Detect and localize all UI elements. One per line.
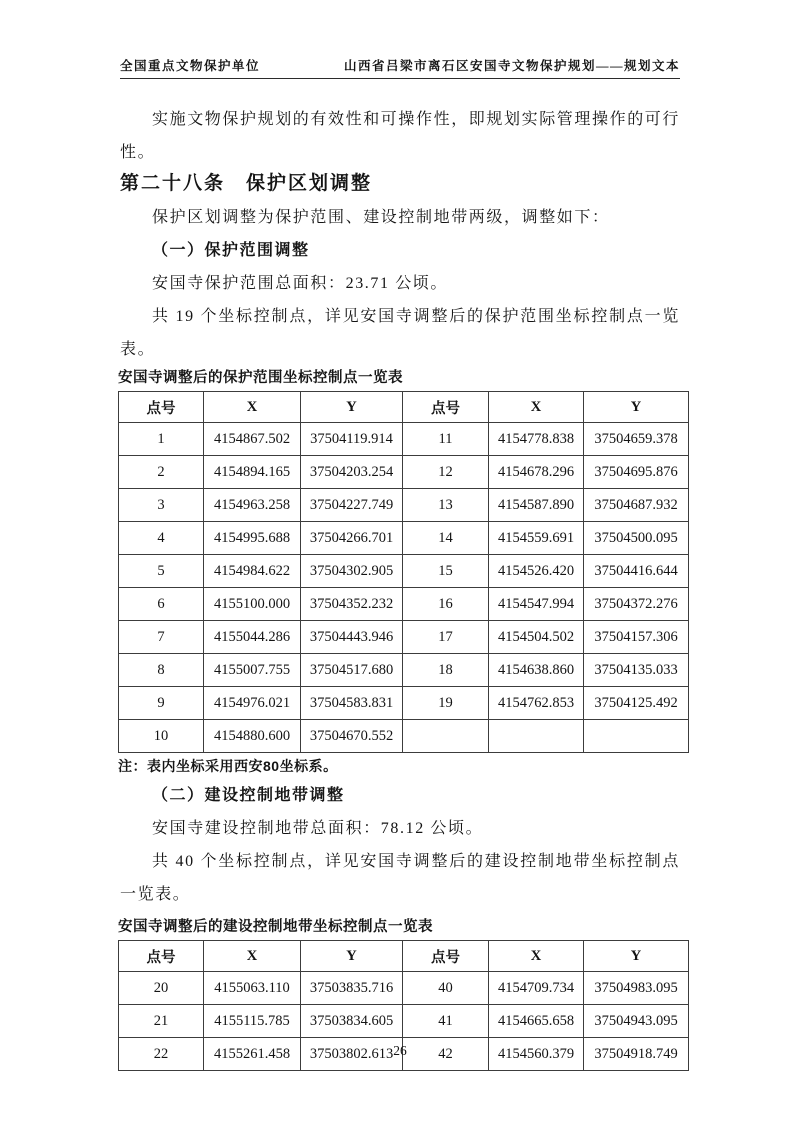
column-header-point-no: 点号 [119, 941, 204, 972]
section-1-area-paragraph: 安国寺保护范围总面积：23.71 公顷。 [152, 275, 449, 292]
table-cell: 4154559.691 [489, 522, 584, 555]
table-cell: 37504583.831 [301, 687, 403, 720]
table-header-row [119, 941, 689, 972]
table-cell: 37504943.095 [584, 1005, 689, 1038]
table-cell: 15 [403, 555, 489, 588]
subsection-2-heading: （二）建设控制地带调整 [152, 787, 345, 804]
table-cell: 4155100.000 [204, 588, 301, 621]
table-cell: 10 [119, 720, 204, 753]
table-cell: 18 [403, 654, 489, 687]
table-cell: 37504416.644 [584, 555, 689, 588]
table-header-row [119, 392, 689, 423]
table-row [119, 720, 689, 753]
column-header-y: Y [301, 392, 403, 423]
table-cell: 37504302.905 [301, 555, 403, 588]
table-cell: 3 [119, 489, 204, 522]
table-cell: 4 [119, 522, 204, 555]
table-row [119, 423, 689, 456]
table-cell: 4154547.994 [489, 588, 584, 621]
table-row [119, 522, 689, 555]
table-cell: 37504266.701 [301, 522, 403, 555]
table-cell: 41 [403, 1005, 489, 1038]
table-cell: 6 [119, 588, 204, 621]
table-row [119, 1005, 689, 1038]
table-cell: 42 [403, 1038, 489, 1071]
table-cell: 37504500.095 [584, 522, 689, 555]
table-cell: 4155063.110 [204, 972, 301, 1005]
column-header-y: Y [584, 392, 689, 423]
article-intro-paragraph: 保护区划调整为保护范围、建设控制地带两级，调整如下： [152, 209, 610, 226]
table-cell: 37504983.095 [584, 972, 689, 1005]
table-cell: 4154678.296 [489, 456, 584, 489]
table-cell: 12 [403, 456, 489, 489]
table-cell: 4154995.688 [204, 522, 301, 555]
table-cell: 17 [403, 621, 489, 654]
table-cell: 4154762.853 [489, 687, 584, 720]
column-header-x: X [489, 941, 584, 972]
column-header-point-no: 点号 [119, 392, 204, 423]
table-cell: 37504125.492 [584, 687, 689, 720]
table-row [119, 654, 689, 687]
table-cell: 4154963.258 [204, 489, 301, 522]
table-cell: 7 [119, 621, 204, 654]
column-header-x: X [489, 392, 584, 423]
table-cell: 1 [119, 423, 204, 456]
section-2-area-paragraph: 安国寺建设控制地带总面积：78.12 公顷。 [152, 820, 484, 837]
table-cell: 4154638.860 [489, 654, 584, 687]
header-left-text: 全国重点文物保护单位 [120, 59, 261, 73]
table-cell: 4155115.785 [204, 1005, 301, 1038]
article-heading: 第二十八条 保护区划调整 [120, 173, 373, 194]
table-cell: 4154560.379 [489, 1038, 584, 1071]
table-cell: 37504443.946 [301, 621, 403, 654]
table-cell: 20 [119, 972, 204, 1005]
table-cell: 37503802.613 [301, 1038, 403, 1071]
table-cell [489, 720, 584, 753]
table-cell: 37504203.254 [301, 456, 403, 489]
column-header-y: Y [301, 941, 403, 972]
table-cell: 37504352.232 [301, 588, 403, 621]
table-cell: 37504227.749 [301, 489, 403, 522]
table-cell: 4154587.890 [489, 489, 584, 522]
table-cell: 4154894.165 [204, 456, 301, 489]
page-footer [0, 1043, 800, 1059]
page-number: 26 [393, 1043, 407, 1058]
table-cell: 37504135.033 [584, 654, 689, 687]
table-cell: 37504157.306 [584, 621, 689, 654]
intro-paragraph: 实施文物保护规划的有效性和可操作性，即规划实际管理操作的可行性。 [120, 111, 681, 161]
table-cell: 37504918.749 [584, 1038, 689, 1071]
table-cell: 22 [119, 1038, 204, 1071]
table-cell: 4154709.734 [489, 972, 584, 1005]
table-row [119, 687, 689, 720]
table-cell [584, 720, 689, 753]
table-row [119, 555, 689, 588]
table-row [119, 972, 689, 1005]
section-2-points-paragraph: 共 40 个坐标控制点，详见安国寺调整后的建设控制地带坐标控制点一览表。 [120, 853, 680, 903]
protection-range-table-title: 安国寺调整后的保护范围坐标控制点一览表 [118, 370, 403, 386]
table-cell: 4154867.502 [204, 423, 301, 456]
protection-range-table [118, 391, 689, 753]
table-cell: 37504687.932 [584, 489, 689, 522]
table-cell: 37504119.914 [301, 423, 403, 456]
construction-control-table-title: 安国寺调整后的建设控制地带坐标控制点一览表 [118, 919, 433, 935]
coordinate-system-note: 注：表内坐标采用西安80坐标系。 [118, 758, 338, 774]
table-row [119, 489, 689, 522]
table-cell: 4155044.286 [204, 621, 301, 654]
table-cell: 19 [403, 687, 489, 720]
table-cell: 2 [119, 456, 204, 489]
column-header-point-no: 点号 [403, 941, 489, 972]
table-cell: 14 [403, 522, 489, 555]
header-right-text: 山西省吕梁市离石区安国寺文物保护规划——规划文本 [343, 59, 680, 73]
table-cell: 4154504.502 [489, 621, 584, 654]
table-cell: 4155261.458 [204, 1038, 301, 1071]
column-header-point-no: 点号 [403, 392, 489, 423]
table-cell: 4154778.838 [489, 423, 584, 456]
table-cell: 5 [119, 555, 204, 588]
table-row [119, 588, 689, 621]
table-cell: 16 [403, 588, 489, 621]
column-header-y: Y [584, 941, 689, 972]
table-cell: 4155007.755 [204, 654, 301, 687]
column-header-x: X [204, 392, 301, 423]
table-cell [403, 720, 489, 753]
table-cell: 37503834.605 [301, 1005, 403, 1038]
table-cell: 13 [403, 489, 489, 522]
table-row [119, 456, 689, 489]
table-cell: 37504659.378 [584, 423, 689, 456]
table-cell: 40 [403, 972, 489, 1005]
table-cell: 37503835.716 [301, 972, 403, 1005]
table-cell: 9 [119, 687, 204, 720]
page-header [120, 56, 680, 79]
table-cell: 37504670.552 [301, 720, 403, 753]
table-row [119, 621, 689, 654]
table-cell: 37504372.276 [584, 588, 689, 621]
table-cell: 21 [119, 1005, 204, 1038]
table-cell: 37504517.680 [301, 654, 403, 687]
column-header-x: X [204, 941, 301, 972]
table-cell: 4154526.420 [489, 555, 584, 588]
document-body [120, 103, 680, 1071]
subsection-1-heading: （一）保护范围调整 [152, 242, 310, 259]
section-1-points-paragraph: 共 19 个坐标控制点，详见安国寺调整后的保护范围坐标控制点一览表。 [120, 308, 680, 358]
table-cell: 4154984.622 [204, 555, 301, 588]
table-cell: 8 [119, 654, 204, 687]
table-cell: 4154665.658 [489, 1005, 584, 1038]
table-cell: 11 [403, 423, 489, 456]
table-cell: 4154976.021 [204, 687, 301, 720]
table-cell: 4154880.600 [204, 720, 301, 753]
table-cell: 37504695.876 [584, 456, 689, 489]
